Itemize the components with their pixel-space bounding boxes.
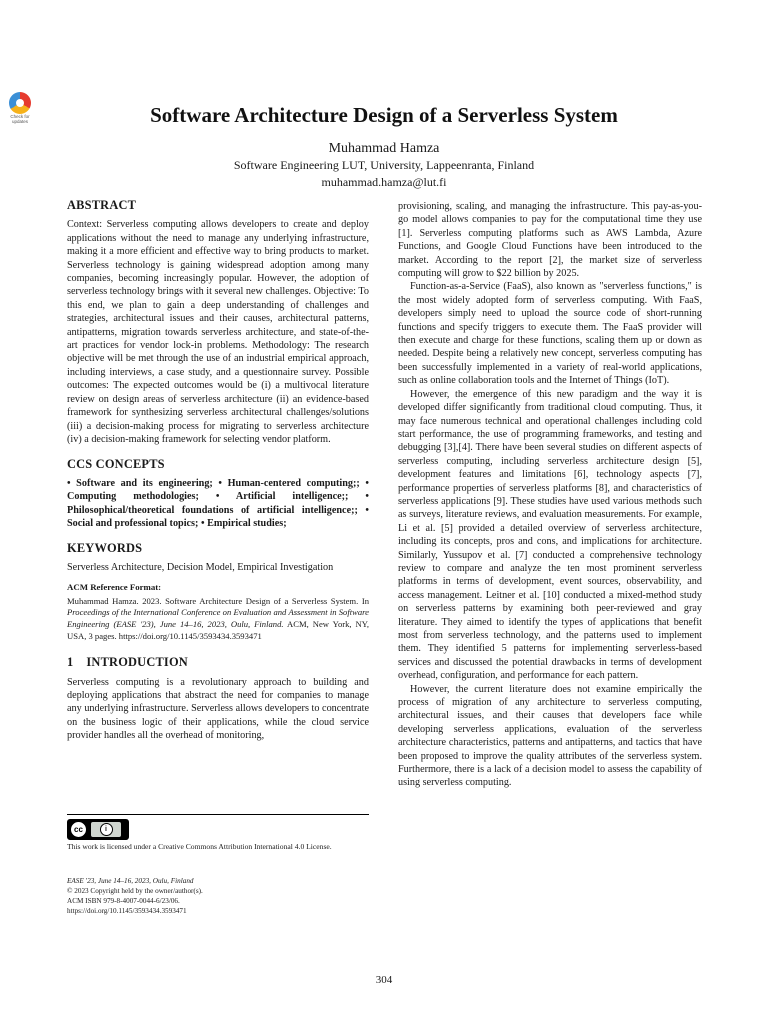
keywords-heading: KEYWORDS bbox=[67, 541, 143, 556]
ccs-section bbox=[67, 458, 369, 530]
reference-part1: Muhammad Hamza. 2023. Software Architecture Design of a Serverless System. In bbox=[67, 595, 369, 606]
introduction-heading bbox=[67, 656, 369, 669]
reference-format bbox=[67, 582, 369, 642]
paper-title: Software Architecture Design of a Serverless System bbox=[150, 103, 618, 127]
publication-meta bbox=[67, 876, 367, 916]
isbn-line: ACM ISBN 979-8-4007-0044-6/23/06. bbox=[67, 897, 180, 905]
reference-heading: ACM Reference Format: bbox=[67, 582, 162, 593]
ccs-text: • Software and its engineering; • Human-centered computing;; • Computing methodologies; • Artificial intelligence;; • Philosophical/theoretical foundations of artificial intelligence;; • Social and professional topics; • Empirical studies; bbox=[67, 477, 369, 529]
doi-link[interactable]: https://doi.org/10.1145/3593434.3593471 bbox=[67, 907, 187, 915]
abstract-heading: ABSTRACT bbox=[67, 198, 137, 212]
reference-text bbox=[67, 596, 369, 642]
author-affiliation: Software Engineering LUT, University, Lappeenranta, Finland bbox=[233, 158, 535, 172]
body-paragraph: provisioning, scaling, and managing the infrastructure. This pay-as-you-go model allows companies to pay for the computational time they use [1]. Serverless computing platforms such as AWS Lambda, Azure Functions, and Google Cloud Functions have been introduced to the market. According to the report [2], the market size of serverless computing will grow to $22 billion by 2025. bbox=[398, 201, 702, 280]
right-column bbox=[398, 200, 702, 790]
section-title: INTRODUCTION bbox=[86, 655, 188, 670]
introduction-paragraph: Serverless computing is a revolutionary approach to building and deploying applications that abstract the need for companies to manage any underlying infrastructure. Serverless allows developers to concentrate on the business logic of their applications, while the cloud service provider handles all the overhead of monitoring, bbox=[67, 676, 369, 742]
section-number: 1 bbox=[67, 655, 74, 670]
page-number: 304 bbox=[375, 974, 393, 986]
author-email[interactable]: muhammad.hamza@lut.fi bbox=[321, 175, 447, 189]
abstract-section bbox=[67, 199, 369, 446]
left-column bbox=[67, 196, 369, 743]
author-name: Muhammad Hamza bbox=[328, 141, 440, 156]
creative-commons-icon: cc bbox=[70, 821, 87, 838]
attribution-icon bbox=[91, 822, 121, 837]
reference-part2: ACM, New York, NY, USA, 3 pages. https://doi.org/10.1145/3593434.3593471 bbox=[67, 618, 370, 641]
body-paragraph: Function-as-a-Service (FaaS), also known as "serverless functions," is the most widely adopted form of serverless computing. With FaaS, developers simply need to upload the source code of short-running functions and specify triggers to execute them. The FaaS provider will then execute and charge for these functions, scaling them up or down as needed. Despite being a relatively new concept, serverless computing has been successfully implemented in a variety of real-world applications, such as online collaboration tools and the Internet of Things (IoT). bbox=[398, 281, 702, 387]
license-text: This work is licensed under a Creative Commons Attribution International 4.0 License. bbox=[67, 842, 332, 851]
ccs-heading: CCS CONCEPTS bbox=[67, 457, 165, 472]
keywords-text: Serverless Architecture, Decision Model, Empirical Investigation bbox=[67, 561, 334, 573]
keywords-section bbox=[67, 542, 369, 574]
body-paragraph: However, the emergence of this new paradigm and the way it is developed differ significantly from traditional cloud computing. Thus, it may face numerous technical and operational challenges including cold start performance, the use of programming frameworks, and testing and debugging [3],[4]. There have been several studies on different aspects of serverless computing, including serverless architecture design [5], development features and limitations [6], technology aspects [7], performance properties of serverless platforms [8], and characteristics of serverless applications [9]. These studies have used various methods such as surveys, literature reviews, and evaluation measurements. For example, Li et al. [5] provided a detailed overview of serverless architecture, including its concepts, pros and cons, and implications for architecture. Similarly, Yussupov et al. [7] conducted a comprehensive technology review to compare and analyze the ten most prominent serverless platforms in terms of development, event sources, observability, and access management. Leitner et al. [10] conducted a mixed-method study on serverless patterns by examining both peer-reviewed and gray literature. They aimed to identify the types of applications that benefit most from serverless technology, and the patterns used to implement them. They identified 5 patterns for implementing serverless-based services and discussed the potential drawbacks in terms of development overhead, configuration, and performance for each pattern. bbox=[398, 388, 702, 682]
cc-by-license-badge[interactable] bbox=[67, 819, 129, 840]
body-paragraph: However, the current literature does not examine empirically the process of migration of any architecture to serverless computing, architectural issues, and their causes that developers face while developing serverless applications, evaluation of the serverless architecture characteristics, patterns and antipatterns, and tactics that have been proposed to improve the quality attributes of the serverless system. Furthermore, there is a lack of a decision model to assess the capability of using serverless computing. bbox=[398, 683, 702, 789]
abstract-text: Context: Serverless computing allows developers to create and deploy applications without the need to manage any underlying infrastructure, making it a more efficient and effective way to bring products to market. Serverless technology is gaining widespread adoption among many companies, becoming increasingly popular. However, the adoption of serverless technology brings with it several new challenges. Objective: To this end, we plan to gain a deep understanding of challenges and strategies, architectural issues and their causes, architectural patterns, antipatterns, migration towards serverless architecture, and state-of-the-art practices for vendor lock-in problems. Methodology: The research objective will be met through the use of an industrial empirical approach, including interviews, a case study, and a questionnaire survey. Possible outcomes: The expected outcomes would be (i) a multivocal literature review on design areas of serverless architecture (ii) an evidence-based framework for synthesizing serverless architectural challenges/solutions (iii) a decision-making process for migrating to serverless architecture (iv) a decision-making framework for selecting vendor platform. bbox=[67, 219, 369, 445]
attribution-glyph: i bbox=[100, 823, 113, 836]
reference-proceedings: Proceedings of the International Conference on Evaluation and Assessment in Software Engineering (EASE '23), June 14–16, 2023, Oulu, Finland. bbox=[67, 607, 369, 629]
copyright-line: © 2023 Copyright held by the owner/author(s). bbox=[67, 887, 203, 895]
conference-info: EASE '23, June 14–16, 2023, Oulu, Finland bbox=[67, 877, 194, 885]
footnote-divider bbox=[67, 814, 369, 815]
introduction-section bbox=[67, 656, 369, 742]
badge-label: Check for updates bbox=[10, 114, 30, 124]
